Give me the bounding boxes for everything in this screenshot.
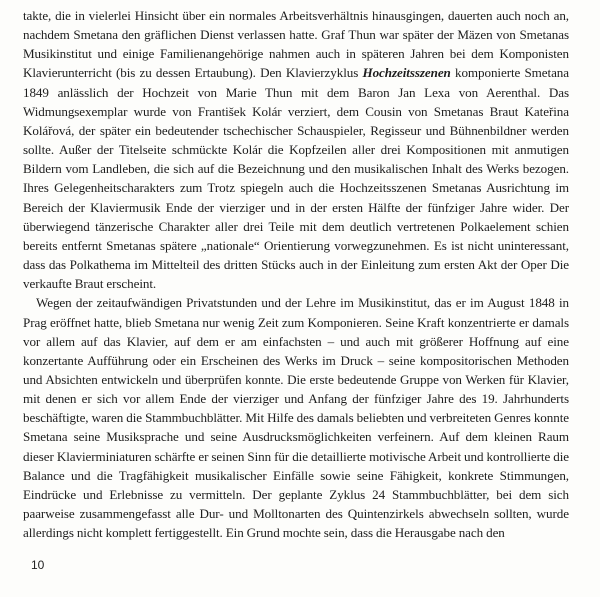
paragraph-1-text-b: komponierte Smetana 1849 anlässlich der Hochzeit von Marie Thun mit dem Baron Jan Lexa von Aerenthal. Das Widmungsexemplar wurde von František Kolár verziert, dem Cousin von Smetanas Braut Kateřina Kolářová, der später ein bedeutender tschechischer Schauspieler, Regisseur und Bühnenbildner werden sollte. Außer der Titelseite schmückte Kolár die Kopfzeilen aller drei Kompositionen mit anmutigen Bildern vom Landleben, die sich auf die Bezeichnung und den musikalischen Inhalt des Werks bezogen. Ihres Gelegenheitscharakters zum Trotz spiegeln auch die Hochzeitsszenen Smetanas Ausrichtung im Bereich der Klaviermusik Ende der vierziger und in der ersten Hälfte der fünfziger Jahre wider. Der überwiegend tänzerische Charakter aller drei Teile mit dem deutlich vertretenen Polkaelement schien bereits entfernt Smetanas spätere „nationale“ Orientierung vorwegzunehmen. Es ist nicht uninteressant, dass das Polkathema im Mittelteil des dritten Stücks auch in der Einleitung zum ersten Akt der Oper Die verkaufte Braut erscheint. [23, 65, 570, 292]
work-title-hochzeitsszenen: Hochzeitsszenen [362, 65, 451, 81]
paragraph-1-text-a: takte, die in vielerlei Hinsicht über ein normales Arbeitsverhältnis hinausgingen, dauerten auch noch an, nachdem Smetana den gräflichen Dienst verlassen hatte. Graf Thun war später der Mäzen von Smetanas Musikinstitut und einige Familienangehörige nahmen auch in späteren Jahren bei dem Komponisten Klavierunterricht (bis zu dessen Ertaubung). Den Klavierzyklus [23, 8, 569, 81]
page-number: 10 [31, 558, 45, 572]
document-page [23, 6, 569, 591]
body-text [23, 6, 569, 542]
paragraph-2: Wegen der zeitaufwändigen Privatstunden und der Lehre im Musikinstitut, das er im August 1848 in Prag eröffnet hatte, blieb Smetana nur wenig Zeit zum Komponieren. Seine Kraft konzentrierte er damals vor allem auf das Klavier, auf dem er am einfachsten – und auch mit größerer Hoffnung auf eine konzertante Aufführung oder ein Erscheinen des Werks im Druck – seine kompositorischen Methoden und Absichten entwickeln und überprüfen konnte. Die erste bedeutende Gruppe von Werken für Klavier, mit denen er sich vor allem Ende der vierziger und Anfang der fünfziger Jahre des 19. Jahrhunderts beschäftigte, waren die Stammbuchblätter. Mit Hilfe des damals beliebten und verbreiteten Genres konnte Smetana seine Musiksprache und seine Ausdrucksmöglichkeiten verfeinern. Auf dem kleinen Raum dieser Klavierminiaturen schärfte er seinen Sinn für die detaillierte motivische Arbeit und kontrollierte die Balance und die Tragfähigkeit musikalischer Einfälle sowie seine Fähigkeit, konkrete Stimmungen, Eindrücke und Erlebnisse zu vermitteln. Der geplante Zyklus 24 Stammbuchblätter, bei dem sich paarweise zusammengefasst alle Dur- und Molltonarten des Quintenzirkels abwechseln sollten, wurde allerdings nicht komplett fertiggestellt. Ein Grund mochte sein, dass die Herausgabe nach den [23, 295, 569, 541]
paragraph-1 [23, 6, 569, 293]
